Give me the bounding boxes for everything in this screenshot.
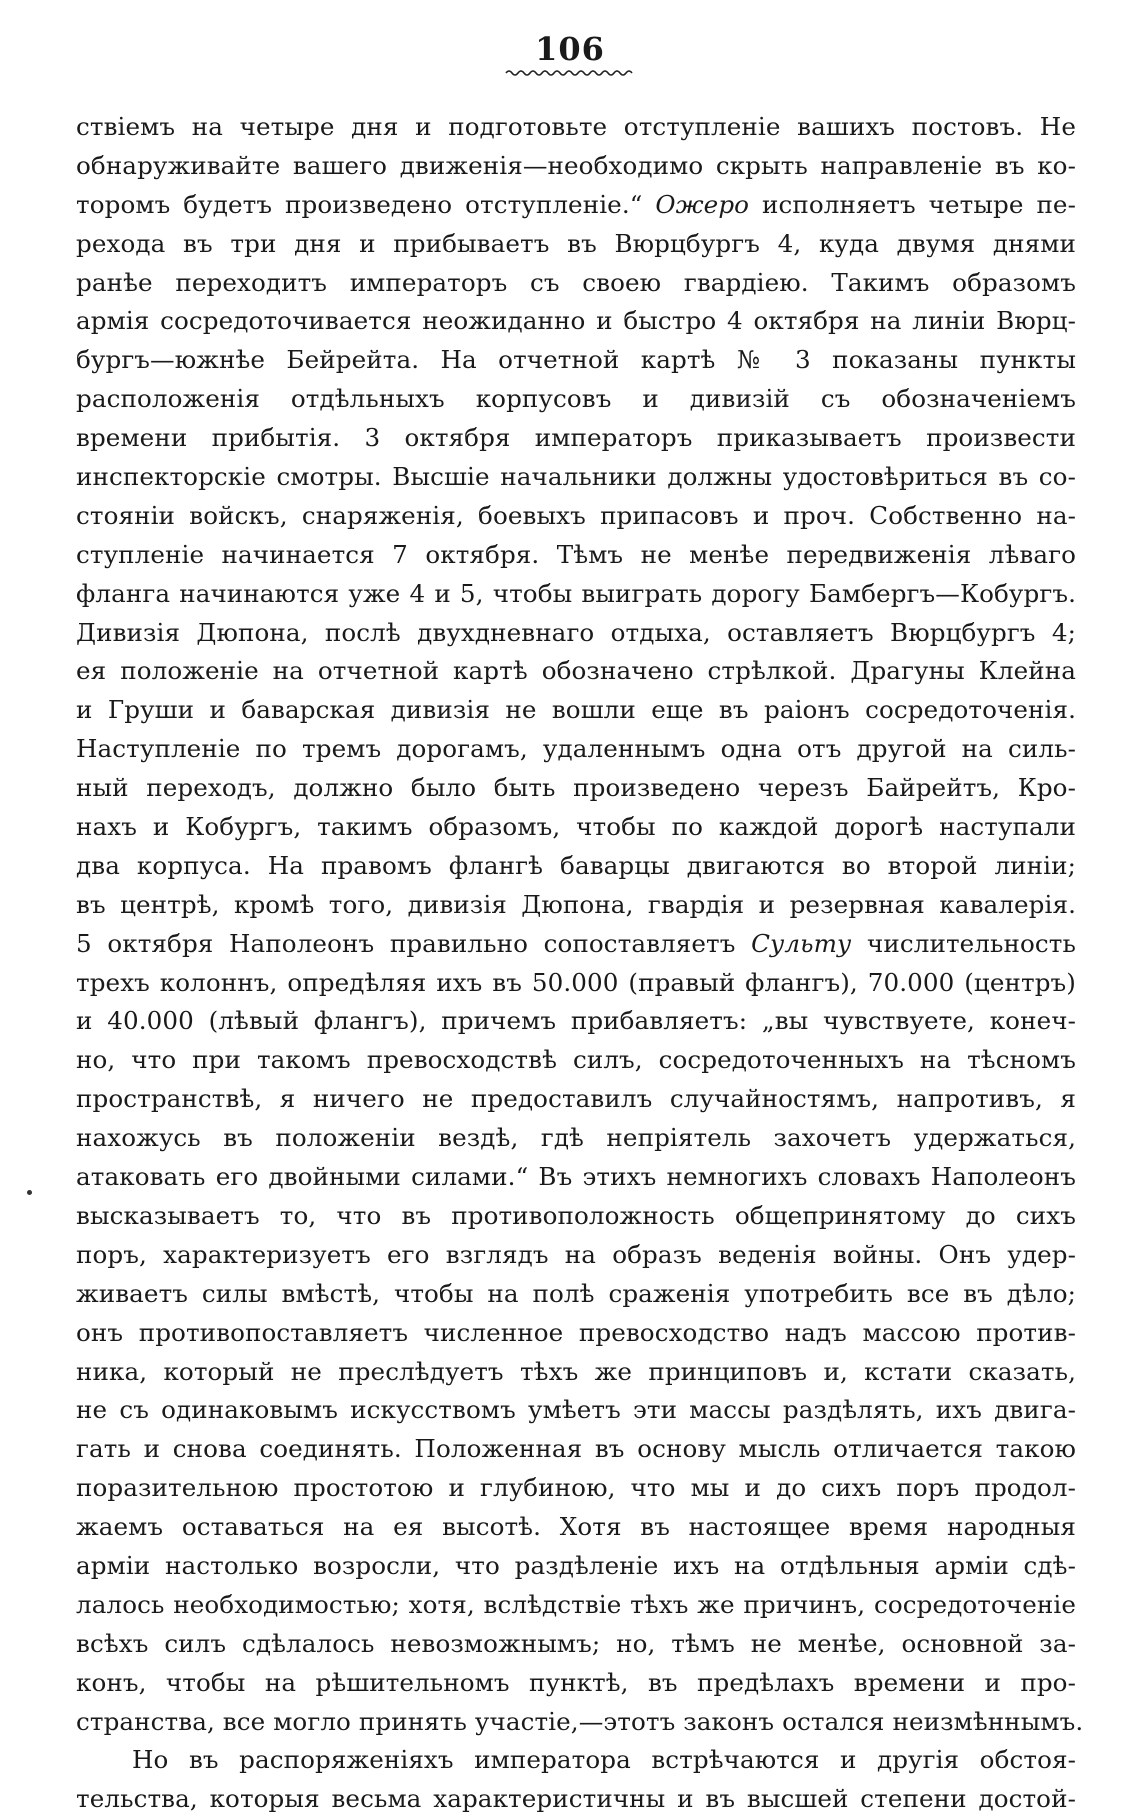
text-run: ея положеніе на отчетной картѣ обозначено стрѣлкой. Драгуны Клейна [76, 656, 1076, 686]
text-run: времени прибытія. 3 октября императоръ приказываетъ произвести [76, 423, 1076, 453]
text-run: Наступленіе по тремъ дорогамъ, удаленнымъ одна отъ другой на силь- [76, 734, 1076, 764]
text-run: арміи настолько возросли, что раздѣленіе ихъ на отдѣльныя арміи сдѣ- [76, 1550, 1076, 1580]
text-run: расположенія отдѣльныхъ корпусовъ и дивизій съ обозначеніемъ [76, 384, 1076, 414]
text-run: атаковать его двойными силами.“ Въ этихъ немногихъ словахъ Наполеонъ [76, 1162, 1076, 1192]
text-run: два корпуса. На правомъ флангѣ баварцы двигаются во второй линіи; [76, 850, 1076, 880]
text-run: фланга начинаются уже 4 и 5, чтобы выиграть дорогу Бамбергъ—Кобургъ. [76, 578, 1076, 608]
text-run: поразительною простотою и глубиною, что мы и до сихъ поръ продол- [76, 1473, 1076, 1503]
text-line [76, 1002, 1076, 1041]
text-line [76, 1314, 1076, 1353]
text-line [76, 1586, 1076, 1625]
text-run: высказываетъ то, что въ противоположность общепринятому до сихъ [76, 1200, 1076, 1230]
text-line [76, 1080, 1076, 1119]
text-line [76, 225, 1076, 264]
text-line [76, 458, 1076, 497]
text-line [76, 186, 1076, 225]
text-run: армія сосредоточивается неожиданно и быстро 4 октября на линіи Вюрц- [76, 306, 1076, 336]
text-run: числительность [851, 928, 1076, 958]
text-line [76, 691, 1076, 730]
text-line [76, 497, 1076, 536]
text-line [76, 652, 1076, 691]
text-run: рехода въ три дня и прибываетъ въ Вюрцбургъ 4, куда двумя днями [76, 228, 1076, 258]
stray-ink-dot [27, 1190, 32, 1195]
text-run: не съ одинаковымъ искусствомъ умѣетъ эти массы раздѣлять, ихъ двига- [76, 1395, 1076, 1425]
text-line [76, 730, 1076, 769]
text-line [76, 1041, 1076, 1080]
text-line [76, 264, 1076, 303]
text-line [76, 1353, 1076, 1392]
italic-name: Сульту [751, 928, 852, 958]
text-line [76, 1119, 1076, 1158]
text-run: ствіемъ на четыре дня и подготовьте отступленіе вашихъ постовъ. Не [76, 112, 1076, 141]
text-run: торомъ будетъ произведено отступленіе.“ [76, 189, 656, 219]
text-line [76, 536, 1076, 575]
text-run: ника, который не преслѣдуетъ тѣхъ же принциповъ и, кстати сказать, [76, 1356, 1076, 1386]
text-run: 5 октября Наполеонъ правильно сопоставляетъ [76, 928, 752, 958]
wavy-rule-ornament [504, 68, 636, 78]
text-run: бургъ—южнѣе Бейрейта. На отчетной картѣ № 3 показаны пункты [76, 345, 1076, 375]
text-line [76, 925, 1076, 964]
text-run: лалось необходимостью; хотя, вслѣдствіе тѣхъ же причинъ, сосредоточеніе [76, 1589, 1076, 1619]
text-run: всѣхъ силъ сдѣлалось невозможнымъ; но, тѣмъ не менѣе, основной за- [76, 1628, 1076, 1658]
text-run: стояніи войскъ, снаряженія, боевыхъ припасовъ и проч. Собственно на- [76, 500, 1076, 530]
text-line [76, 380, 1076, 419]
text-run: но, что при такомъ превосходствѣ силъ, сосредоточенныхъ на тѣсномъ [76, 1045, 1076, 1075]
text-run: пространствѣ, я ничего не предоставилъ случайностямъ, напротивъ, я [76, 1084, 1076, 1114]
text-run: ступленіе начинается 7 октября. Тѣмъ не менѣе передвиженія лѣваго [76, 539, 1076, 569]
text-run: Но въ распоряженіяхъ императора встрѣчаются и другія обстоя- [132, 1745, 1076, 1775]
text-line [76, 964, 1076, 1003]
text-run: обнаруживайте вашего движенія—необходимо скрыть направленіе въ ко- [76, 150, 1076, 180]
text-line [76, 575, 1076, 614]
text-run: гать и снова соединять. Положенная въ основу мысль отличается такою [76, 1434, 1076, 1464]
text-line [76, 302, 1076, 341]
page-number: 106 [535, 30, 605, 68]
text-line [76, 1625, 1076, 1664]
text-run: и Груши и баварская дивизія не вошли еще въ раіонъ сосредоточенія. [76, 695, 1076, 725]
text-run: нахожусь въ положеніи вездѣ, гдѣ непріятель захочетъ удержаться, [76, 1123, 1076, 1153]
text-line [76, 1469, 1076, 1508]
text-line [76, 847, 1076, 886]
text-line [76, 1275, 1076, 1314]
page-header [0, 30, 1140, 78]
text-line [76, 886, 1076, 925]
text-run: нахъ и Кобургъ, такимъ образомъ, чтобы по каждой дорогѣ наступали [76, 812, 1076, 842]
text-run: въ центрѣ, кромѣ того, дивизія Дюпона, гвардія и резервная кавалерія. [76, 889, 1076, 919]
text-run: ный переходъ, должно было быть произведено черезъ Байрейтъ, Кро- [76, 773, 1076, 803]
text-run: онъ противопоставляетъ численное превосходство надъ массою против- [76, 1317, 1076, 1347]
text-run: и 40.000 (лѣвый флангъ), причемъ прибавляетъ: „вы чувствуете, конеч- [76, 1006, 1076, 1036]
text-line [76, 108, 1076, 147]
text-line [76, 769, 1076, 808]
text-line [76, 1508, 1076, 1547]
text-run: поръ, характеризуетъ его взглядъ на образъ веденія войны. Онъ удер- [76, 1239, 1076, 1269]
text-line [76, 341, 1076, 380]
text-run: исполняетъ четыре пе- [749, 189, 1076, 219]
body-text [76, 108, 1084, 1819]
text-line [76, 147, 1076, 186]
text-line [76, 419, 1076, 458]
text-run: Дивизія Дюпона, послѣ двухдневнаго отдыха, оставляетъ Вюрцбургъ 4; [76, 617, 1076, 647]
italic-name: Ожеро [655, 189, 750, 219]
text-run: жаемъ оставаться на ея высотѣ. Хотя въ настоящее время народныя [76, 1512, 1076, 1542]
text-line [76, 1780, 1076, 1819]
text-line [76, 1430, 1076, 1469]
text-line [76, 1391, 1076, 1430]
text-run: странства, все могло принять участіе,—этотъ законъ остался неизмѣннымъ. [76, 1706, 1084, 1736]
text-run: живаетъ силы вмѣстѣ, чтобы на полѣ сраженія употребить все въ дѣло; [76, 1278, 1076, 1308]
text-line [76, 1547, 1076, 1586]
text-line [76, 1158, 1076, 1197]
text-run: ранѣе переходитъ императоръ съ своею гвардіею. Такимъ образомъ [76, 267, 1076, 297]
text-line [76, 1664, 1076, 1703]
text-run: трехъ колоннъ, опредѣляя ихъ въ 50.000 (правый флангъ), 70.000 (центръ) [76, 967, 1076, 997]
text-line [76, 1741, 1076, 1780]
text-line [76, 1236, 1076, 1275]
text-line [76, 1197, 1076, 1236]
text-run: инспекторскіе смотры. Высшіе начальники должны удостовѣриться въ со- [76, 462, 1076, 492]
text-line [76, 1703, 1084, 1742]
text-run: тельства, которыя весьма характеристичны и въ высшей степени достой- [76, 1784, 1076, 1814]
text-line [76, 808, 1076, 847]
text-run: конъ, чтобы на рѣшительномъ пунктѣ, въ предѣлахъ времени и про- [76, 1667, 1076, 1697]
text-line [76, 614, 1076, 653]
